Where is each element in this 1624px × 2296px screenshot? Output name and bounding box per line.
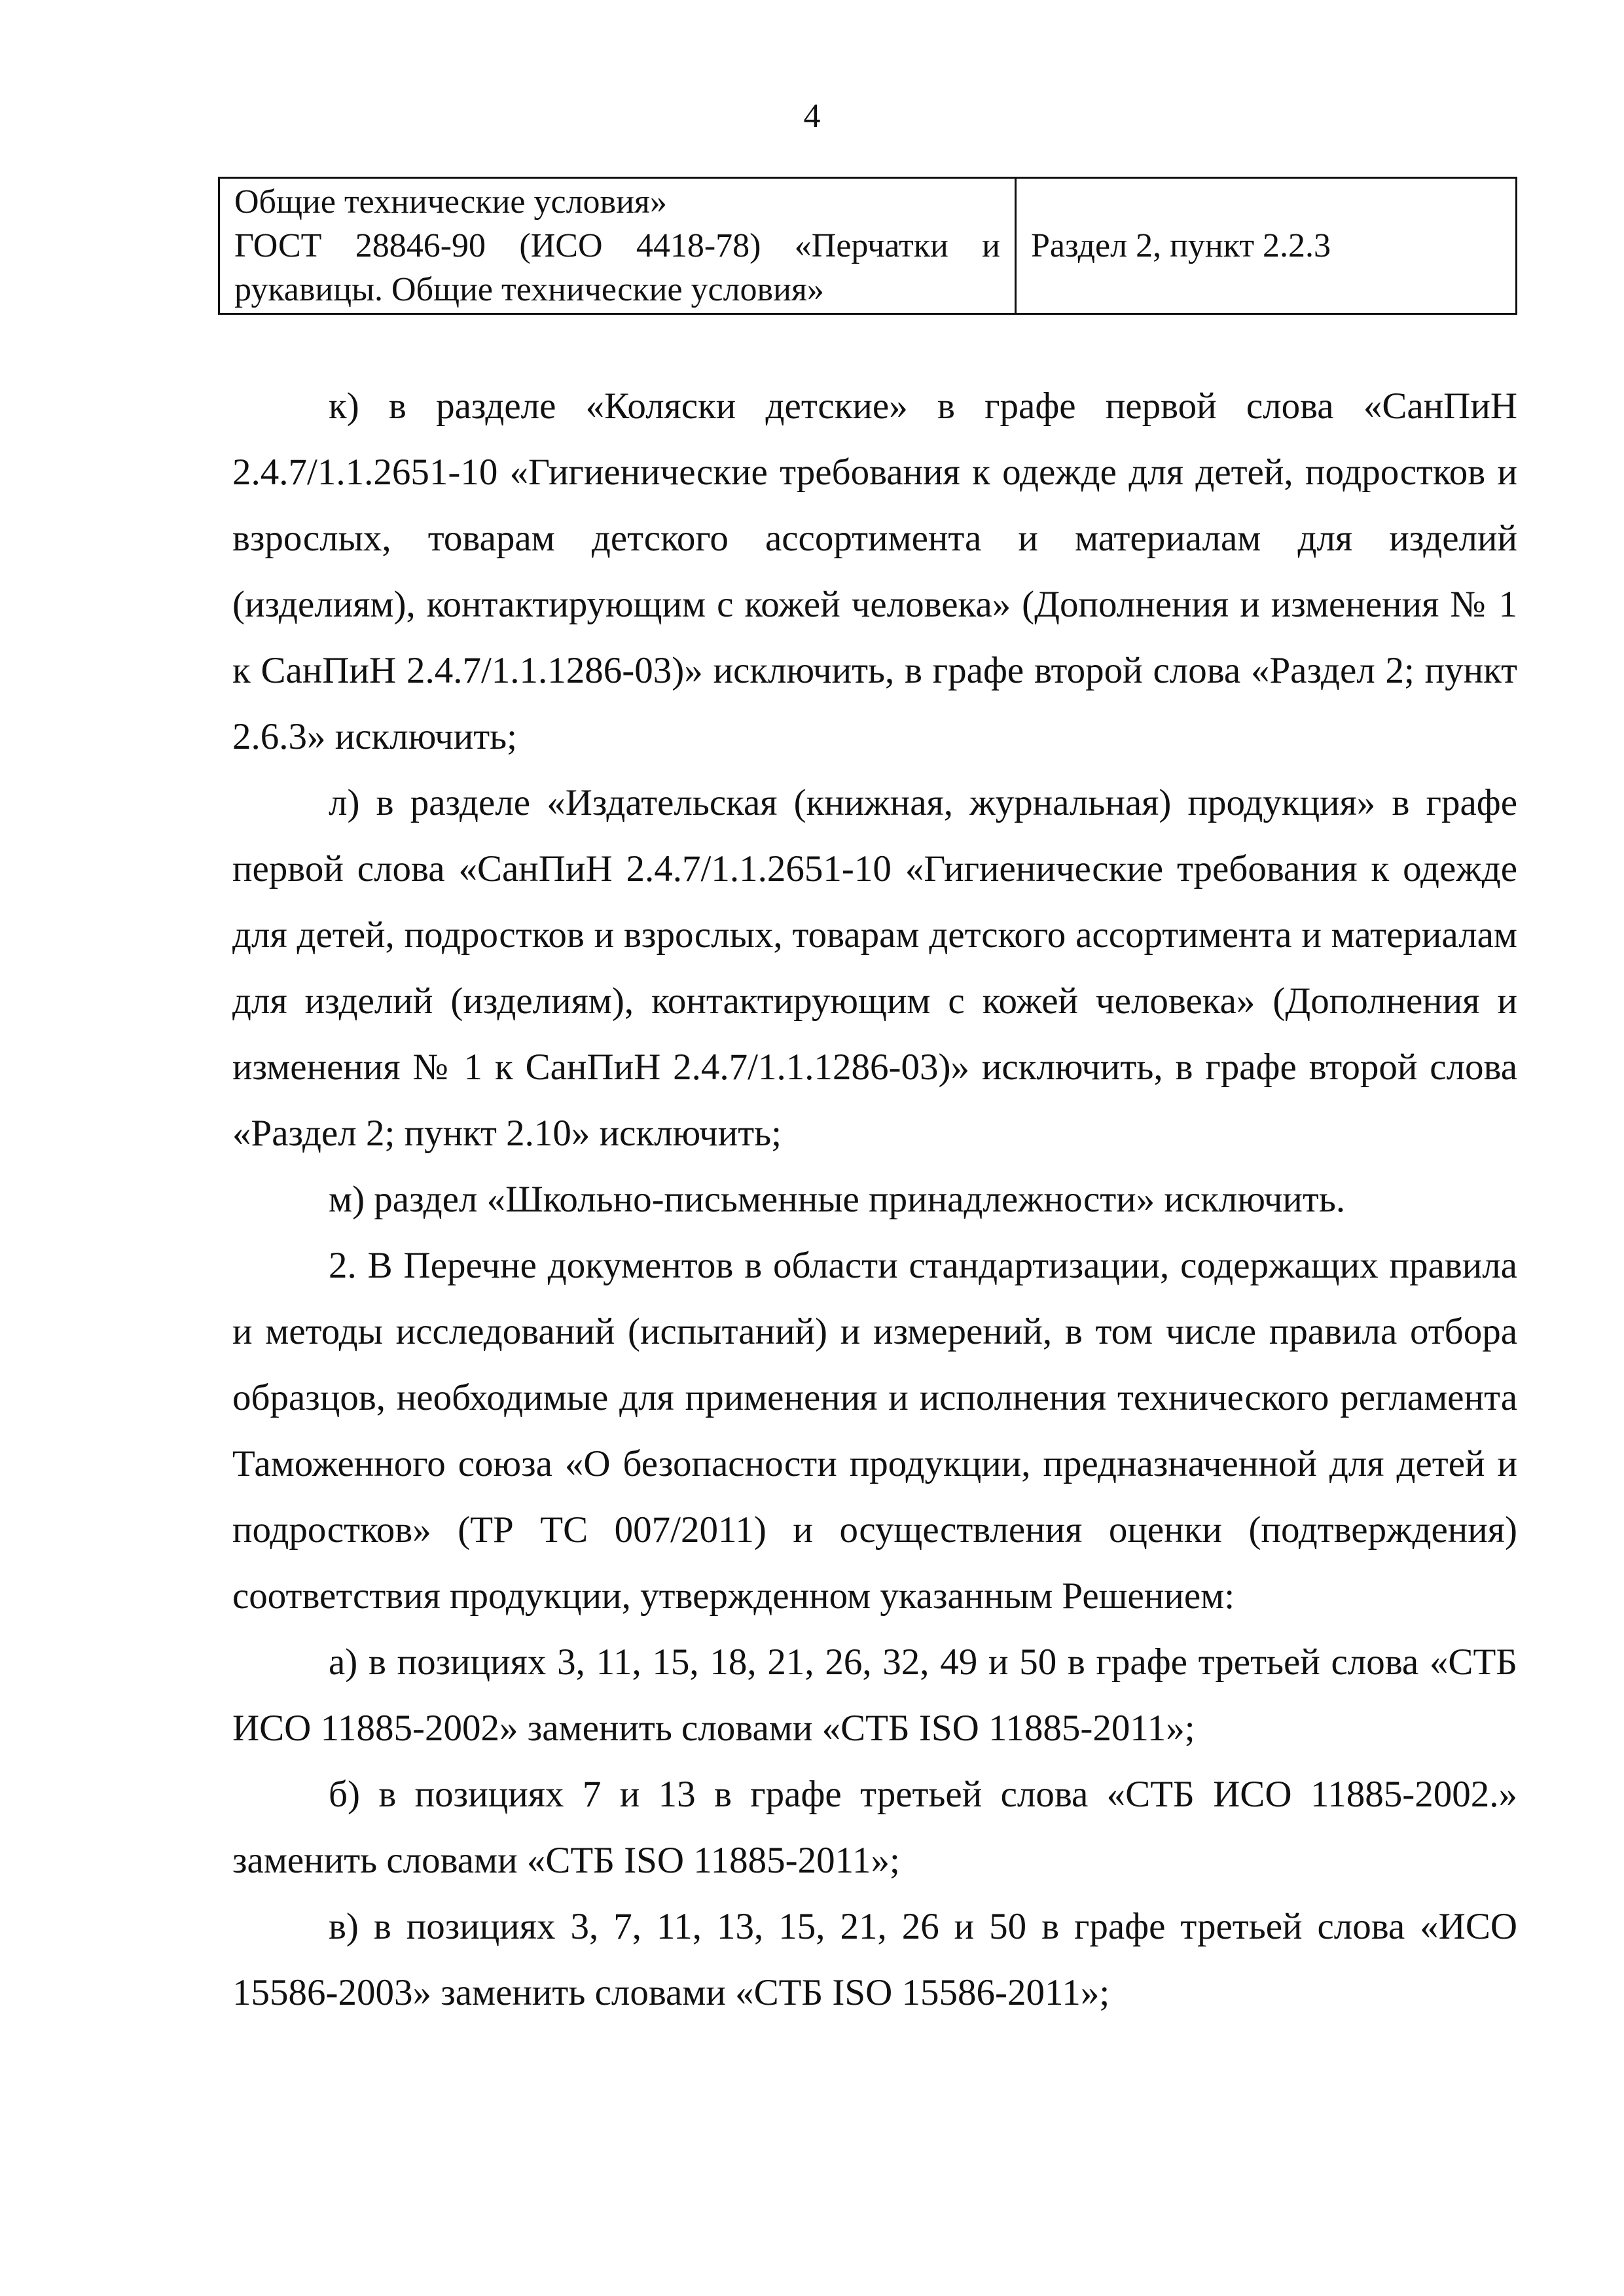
- table-cell-section: Раздел 2, пункт 2.2.3: [1016, 178, 1517, 314]
- standards-table: [218, 177, 1517, 315]
- paragraph-b: б) в позициях 7 и 13 в графе третьей слова «СТБ ИСО 11885-2002.» заменить словами «СТБ ISO 11885-2011»;: [232, 1774, 1517, 1881]
- table-cell-document: [219, 178, 1016, 314]
- table-cell-line: Общие технические условия»: [234, 183, 667, 221]
- table-cell-line: ГОСТ 28846-90 (ИСО 4418-78) «Перчатки и: [234, 227, 1000, 264]
- paragraph-v: в) в позициях 3, 7, 11, 13, 15, 21, 26 и 50 в графе третьей слова «ИСО 15586-2003» заменить словами «СТБ ISO 15586-2011»;: [232, 1906, 1517, 2013]
- table-row: [219, 178, 1517, 314]
- paragraph-a: а) в позициях 3, 11, 15, 18, 21, 26, 32, 49 и 50 в графе третьей слова «СТБ ИСО 11885-2002» заменить словами «СТБ ISO 11885-2011»;: [232, 1641, 1517, 1749]
- page-number: 4: [803, 98, 821, 135]
- paragraph-l: л) в разделе «Издательская (книжная, журнальная) продукция» в графе первой слова «СанПиН 2.4.7/1.1.2651-10 «Гигиенические требования к одежде для детей, подростков и взрослых, товарам детского ассортимента и материалам для изделий (изделиям), контактирующим с кожей человека» (Дополнения и изменения № 1 к СанПиН 2.4.7/1.1.1286-03)» исключить, в графе второй слова «Раздел 2; пункт 2.10» исключить;: [232, 782, 1517, 1154]
- paragraph-2: 2. В Перечне документов в области стандартизации, содержащих правила и методы исследований (испытаний) и измерений, в том числе правила отбора образцов, необходимые для применения и исполнения технического регламента Таможенного союза «О безопасности продукции, предназначенной для детей и подростков» (ТР ТС 007/2011) и осуществления оценки (подтверждения) соответствия продукции, утвержденном указанным Решением:: [232, 1245, 1517, 1617]
- document-body: [232, 373, 1517, 2026]
- paragraph-k: к) в разделе «Коляски детские» в графе первой слова «СанПиН 2.4.7/1.1.2651-10 «Гигиенические требования к одежде для детей, подростков и взрослых, товарам детского ассортимента и материалам для изделий (изделиям), контактирующим с кожей человека» (Дополнения и изменения № 1 к СанПиН 2.4.7/1.1.1286-03)» исключить, в графе второй слова «Раздел 2; пункт 2.6.3» исключить;: [232, 386, 1517, 757]
- table-cell-line: рукавицы. Общие технические условия»: [234, 271, 824, 308]
- paragraph-m: м) раздел «Школьно-письменные принадлежности» исключить.: [329, 1179, 1346, 1220]
